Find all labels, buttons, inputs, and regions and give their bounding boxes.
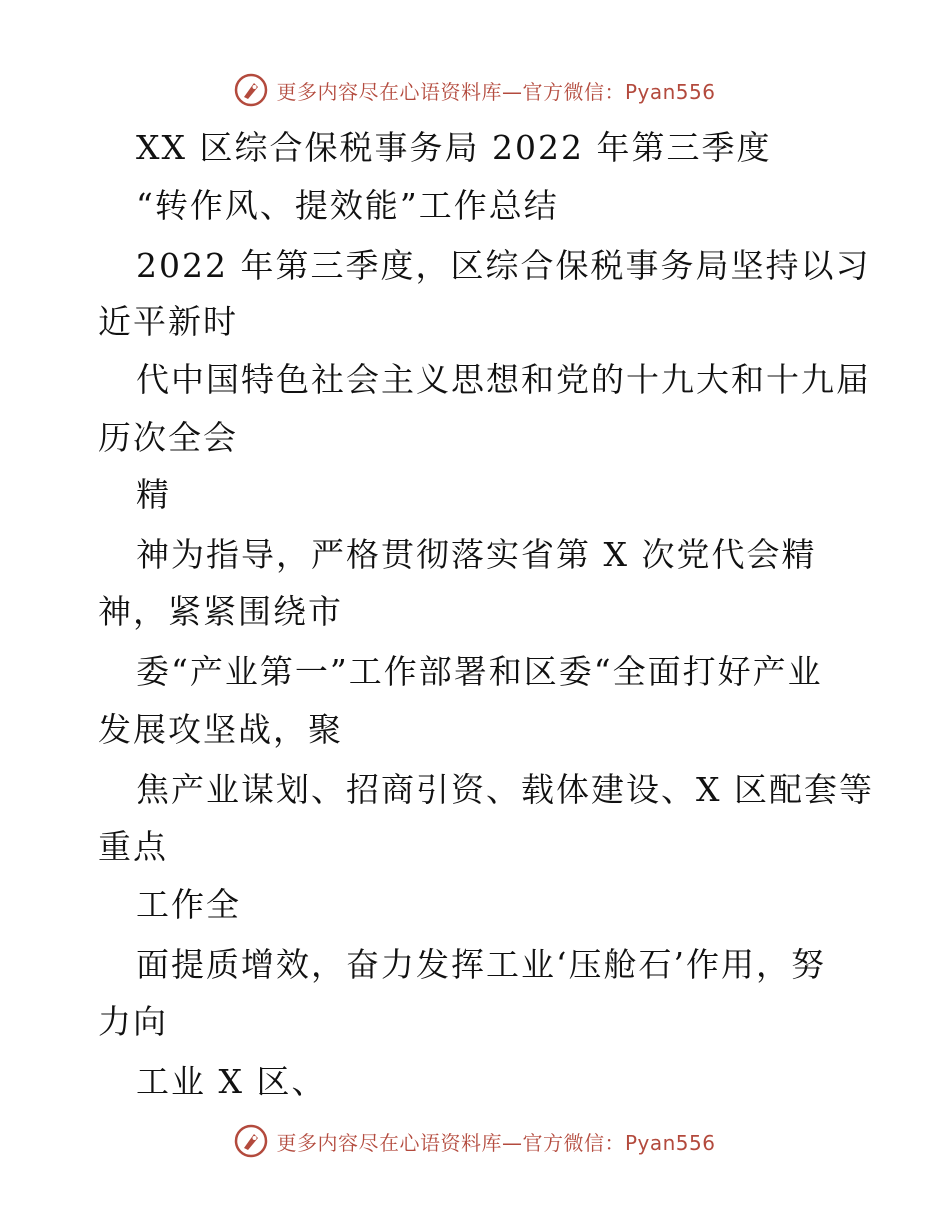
paragraph-line: 历次全会 bbox=[98, 418, 238, 457]
paragraph-line: 焦产业谋划、招商引资、载体建设、X 区配套等 bbox=[136, 770, 874, 809]
paragraph-line: 工作全 bbox=[136, 885, 241, 924]
pen-nib-icon bbox=[234, 73, 268, 107]
watermark-text: 更多内容尽在心语资料库—官方微信：Pyan556 bbox=[276, 1130, 716, 1155]
paragraph-line: 面提质增效，奋力发挥工业‘压舱石’作用，努 bbox=[136, 945, 826, 984]
paragraph-line: 重点 bbox=[98, 827, 168, 866]
footer-watermark bbox=[0, 1121, 950, 1161]
header-watermark bbox=[0, 70, 950, 110]
paragraph-line: 代中国特色社会主义思想和党的十九大和十九届 bbox=[136, 360, 871, 399]
paragraph-line: 工业 X 区、 bbox=[136, 1062, 327, 1101]
paragraph-line: 精 bbox=[136, 475, 171, 514]
paragraph-line: 神，紧紧围绕市 bbox=[98, 592, 343, 631]
document-title-line-2: “转作风、提效能”工作总结 bbox=[136, 186, 559, 225]
paragraph-line: 力向 bbox=[98, 1002, 168, 1041]
paragraph-line: 神为指导，严格贯彻落实省第 X 次党代会精 bbox=[136, 535, 817, 574]
watermark-text: 更多内容尽在心语资料库—官方微信：Pyan556 bbox=[276, 79, 716, 104]
document-title-line-1: XX 区综合保税事务局 2022 年第三季度 bbox=[136, 128, 772, 167]
paragraph-line: 发展攻坚战，聚 bbox=[98, 710, 343, 749]
paragraph-line: 2022 年第三季度，区综合保税事务局坚持以习 bbox=[136, 246, 871, 285]
paragraph-line: 近平新时 bbox=[98, 302, 238, 341]
paragraph-line: 委“产业第一”工作部署和区委“全面打好产业 bbox=[136, 652, 823, 691]
pen-nib-icon bbox=[234, 1124, 268, 1158]
